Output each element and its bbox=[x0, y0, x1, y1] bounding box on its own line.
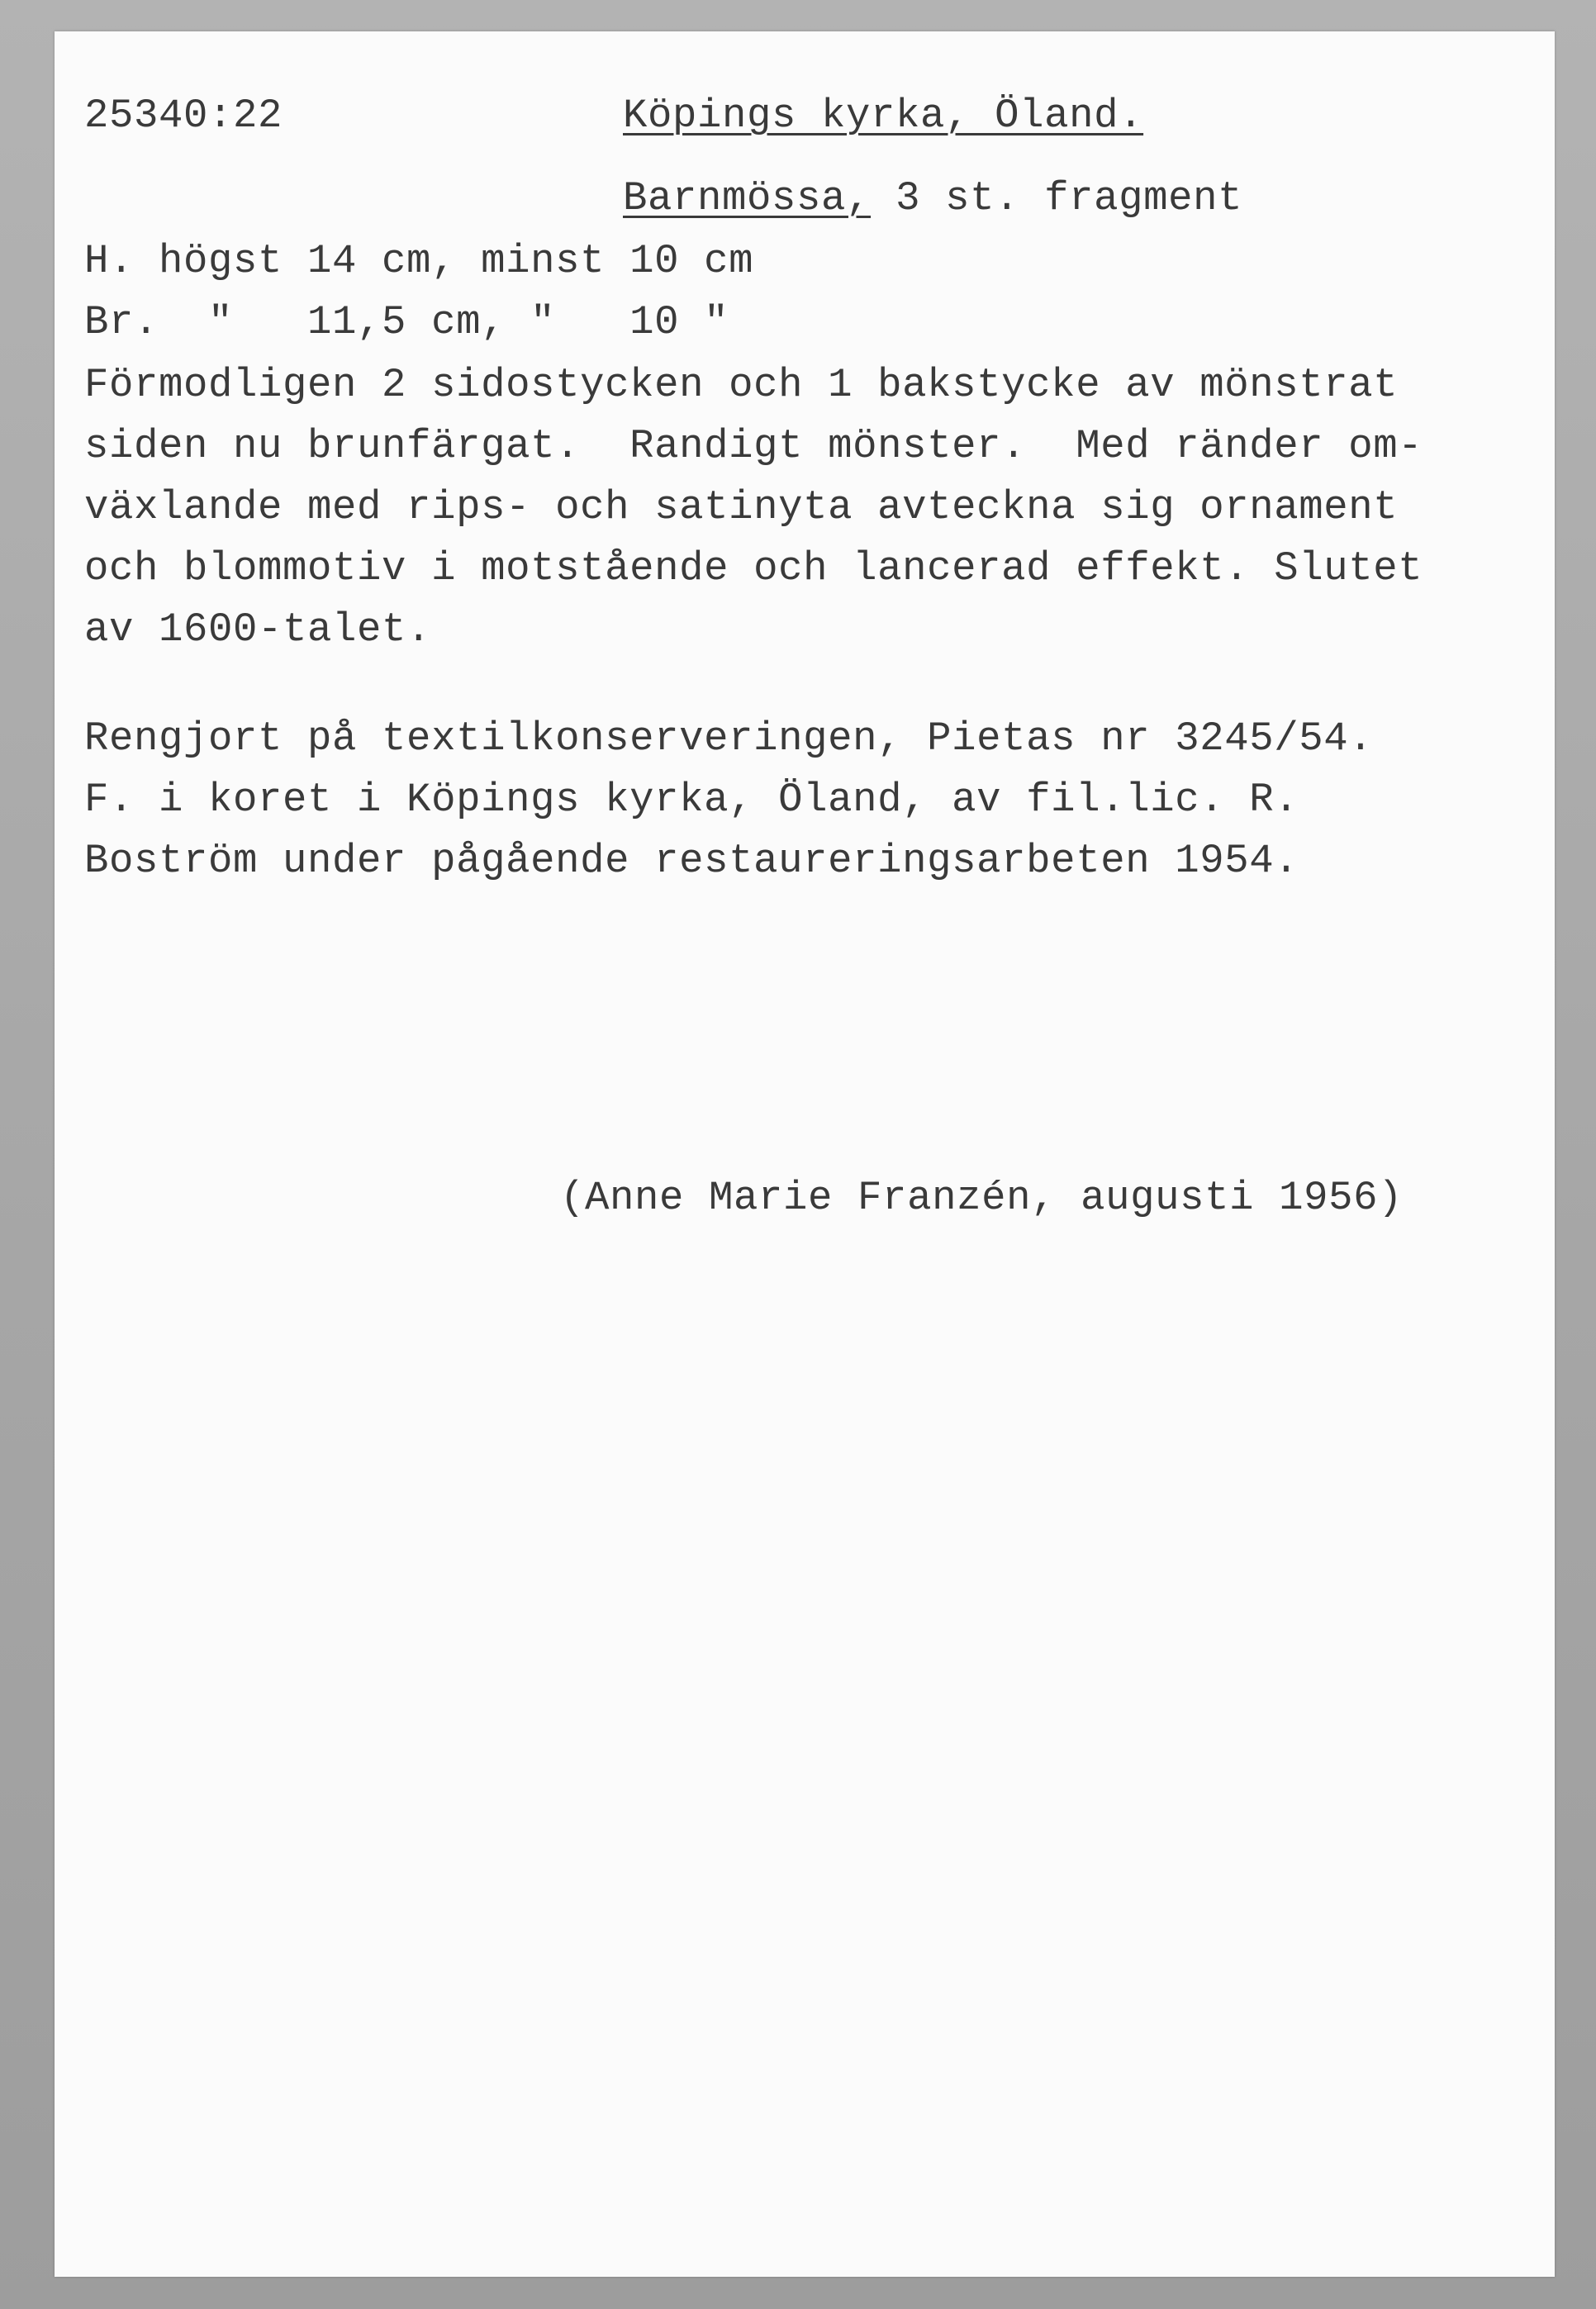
location-heading: Köpings kyrka, Öland. bbox=[623, 93, 1144, 139]
description-line: och blommotiv i motstående och lancerad effekt. Slutet bbox=[84, 545, 1423, 592]
description-line: växlande med rips- och satinyta avteckna sig ornament bbox=[84, 484, 1399, 530]
height-measurement: H. högst 14 cm, minst 10 cm bbox=[84, 238, 754, 284]
object-quantity: 3 st. fragment bbox=[871, 175, 1243, 221]
width-measurement: Br. " 11,5 cm, " 10 " bbox=[84, 299, 729, 345]
object-name: Barnmössa, bbox=[623, 175, 872, 221]
catalog-number: 25340:22 bbox=[84, 93, 283, 139]
notes-line: Rengjort på textilkonserveringen, Pietas nr 3245/54. bbox=[84, 715, 1374, 762]
description-line: av 1600-talet. bbox=[84, 606, 432, 653]
author-signature: (Anne Marie Franzén, augusti 1956) bbox=[560, 1175, 1404, 1221]
catalog-card bbox=[55, 31, 1555, 2277]
description-line: Förmodligen 2 sidostycken och 1 bakstycke av mönstrat bbox=[84, 362, 1399, 408]
notes-line: Boström under pågående restaureringsarbeten 1954. bbox=[84, 838, 1299, 884]
object-title-line bbox=[623, 173, 1242, 223]
notes-line: F. i koret i Köpings kyrka, Öland, av fil.lic. R. bbox=[84, 777, 1299, 823]
description-line: siden nu brunfärgat. Randigt mönster. Med ränder om- bbox=[84, 423, 1423, 469]
